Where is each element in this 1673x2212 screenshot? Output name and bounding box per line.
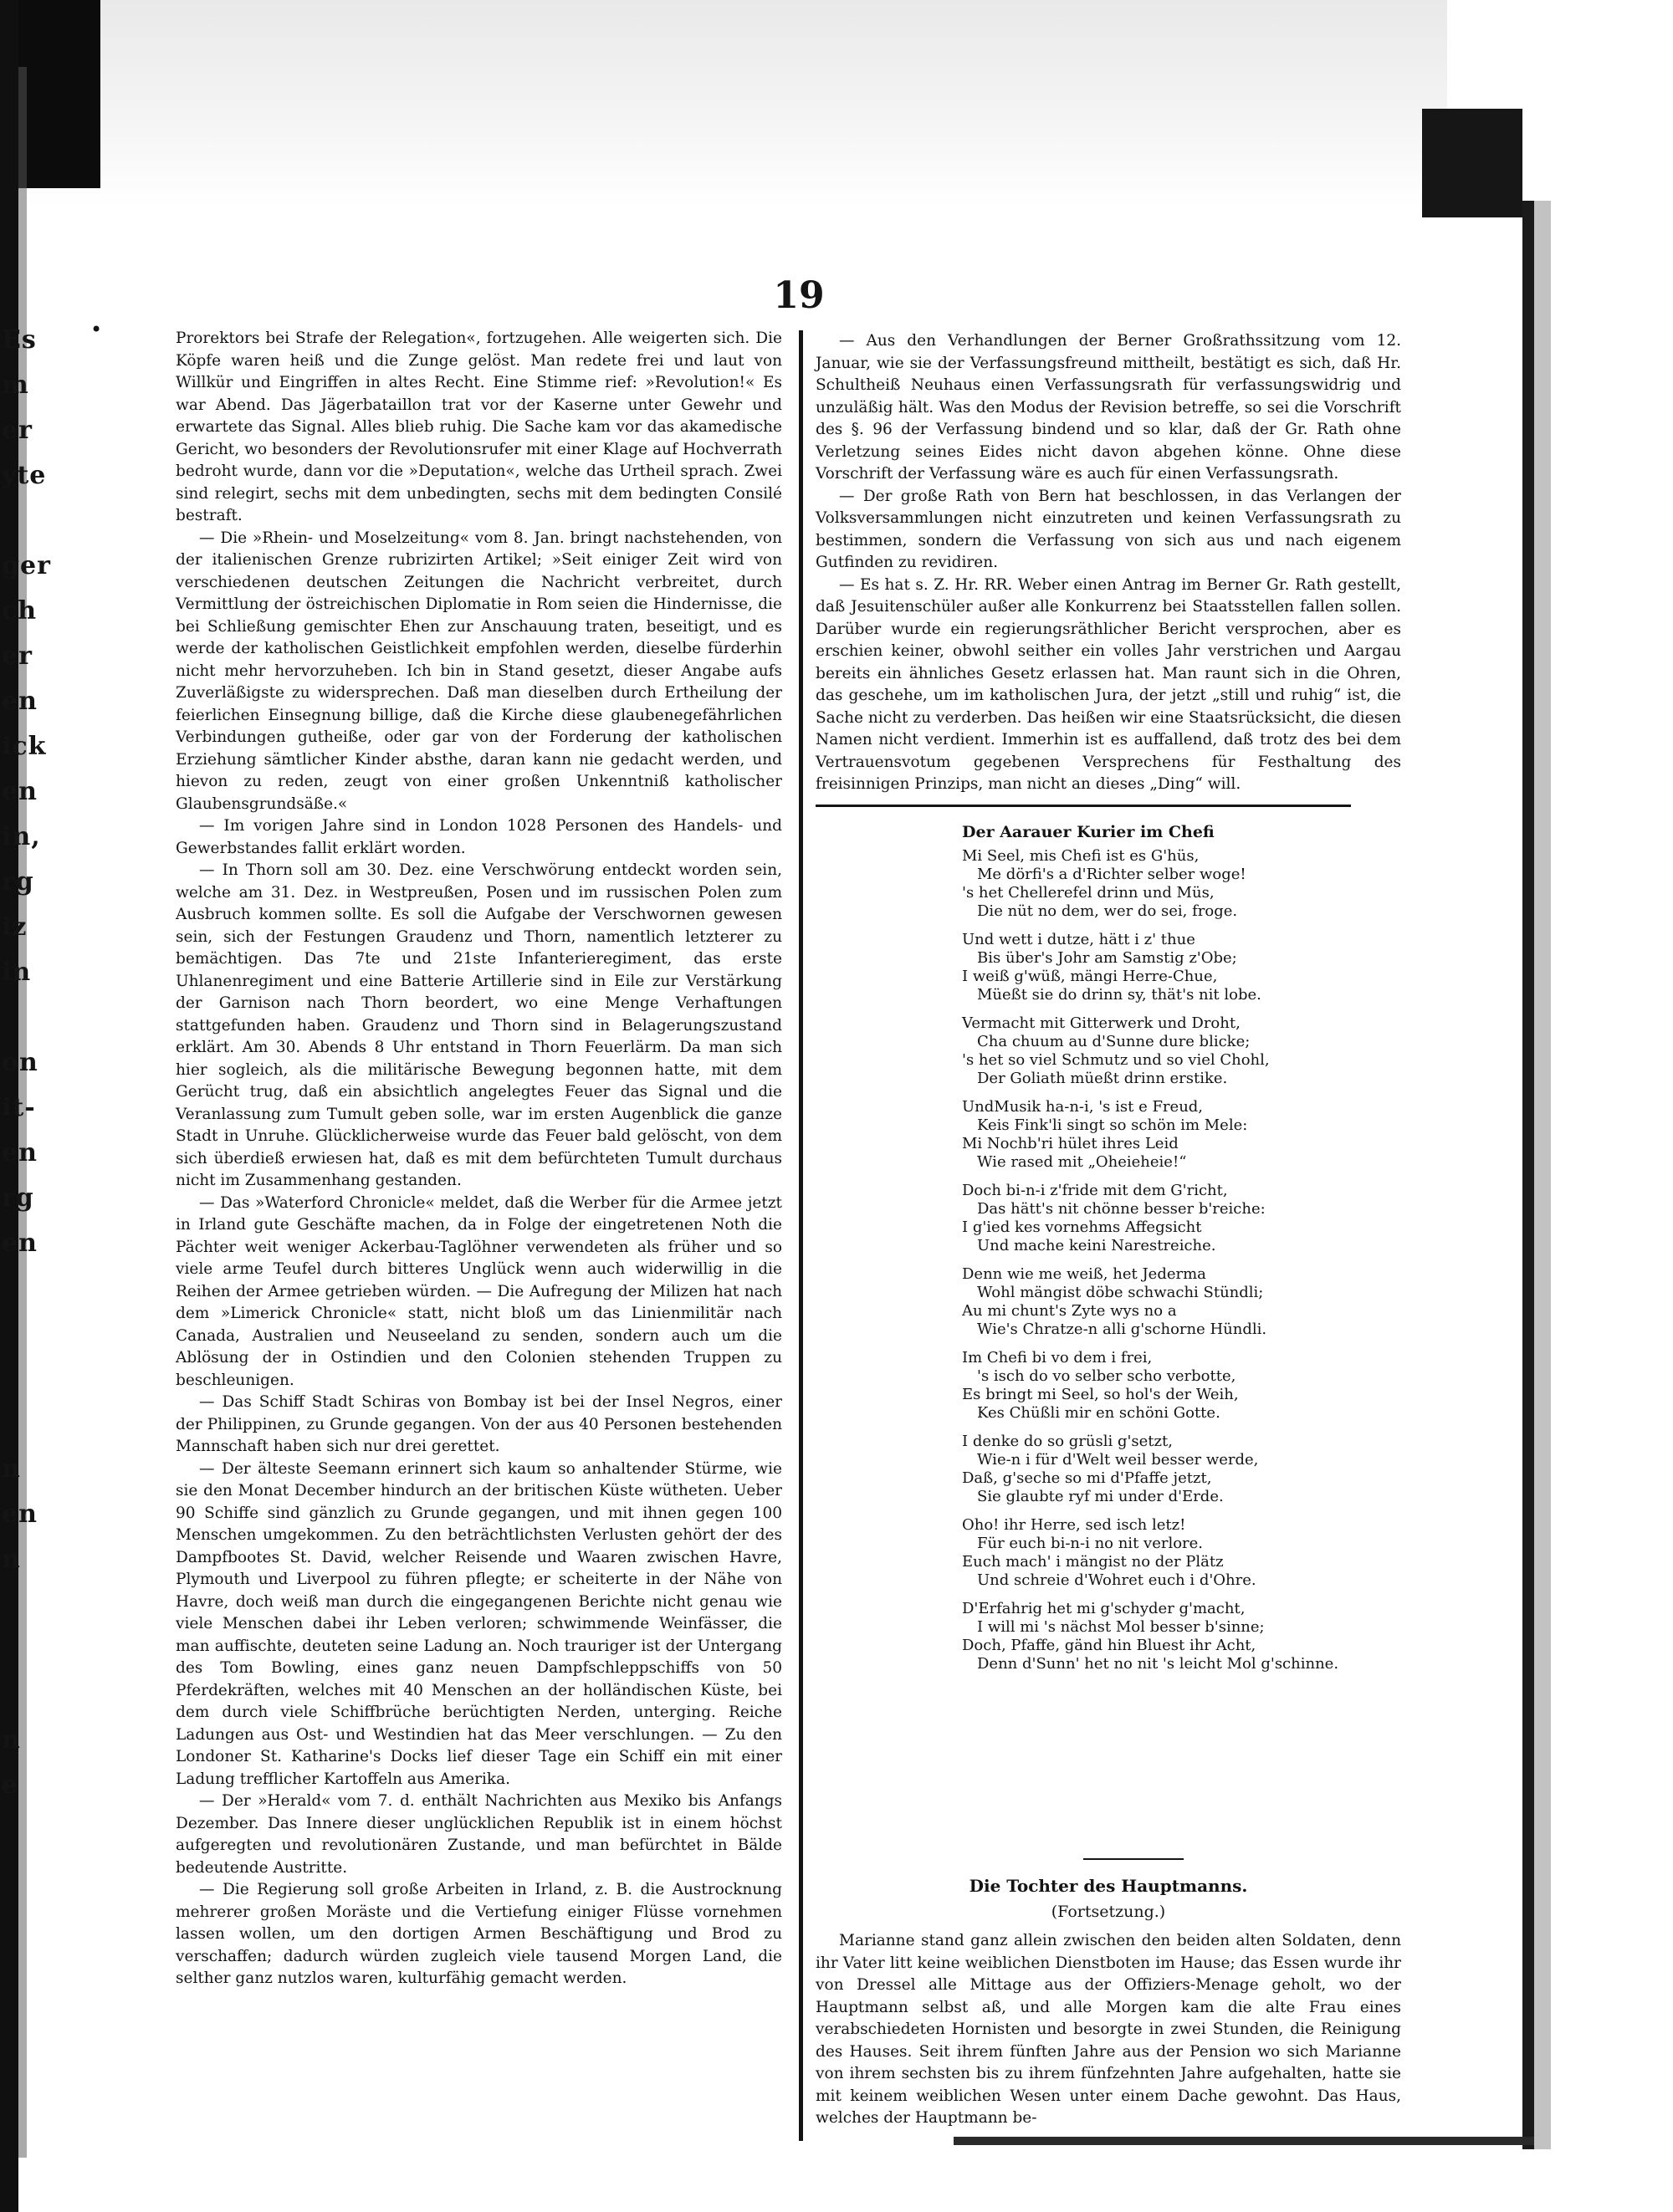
- column-divider: [799, 330, 803, 2141]
- previous-page-fragment: iz: [2, 912, 28, 942]
- article-paragraph: — Das Schiff Stadt Schiras von Bombay ist bei der Insel Negros, einer der Philippinen, zu Grunde gegangen. Von der aus 40 Personen bestehenden Mannschaft haben sich nur drei gerettet.: [176, 1393, 782, 1455]
- previous-page-fragment: m: [2, 370, 29, 400]
- previous-page-fragment: [0, 1311, 40, 1356]
- article-paragraph: — Der älteste Seemann erinnert sich kaum so anhaltender Stürme, wie sie den Monat December hindurch an der britischen Küste wütheten. Ueber 90 Schiffe sind gänzlich zu Grunde gegangen, und mit ihnen gegen 100 Menschen umgekommen. Zu den beträchtlichsten Verlusten gehört der des Dampfbootes St. David, welcher Reisende und Waaren zwischen Havre, Plymouth und Liverpool zu führen pflegte; er scheiterte in der Nähe von Havre, doch weiß man durch die eingegangenen Berichte nicht genau wie viele Menschen dabei ihr Leben verloren; schwimmende Weinfässer, die man auffischte, deuteten seine Ladung an. Noch trauriger ist der Untergang des Tom Bowling, eines ganz neuen Dampfschleppschiffs von 50 Pferdekräften, welches mit 40 Menschen an der holländischen Küste, bei dem durch viele Schiffbrüche berüchtigten Nerden, unterging. Reiche Ladungen aus Ost- und Westindien hat das Meer verschlungen. — Zu den Londoner St. Katharine's Docks lief dieser Tage ein Schiff ein mit einer Ladung trefflicher Kartoffeln aus Amerika.: [176, 1459, 782, 1788]
- right-column: [816, 330, 1401, 1683]
- poem-line: 's het Chellerefel drinn und Müs,: [962, 883, 1215, 902]
- poem-line: Doch bi-n-i z'fride mit dem G'richt,: [962, 1181, 1228, 1199]
- previous-page-fragment: ch: [2, 596, 38, 626]
- story-paragraph: Marianne stand ganz allein zwischen den beiden alten Soldaten, denn ihr Vater litt keine weiblichen Dienstboten im Hause; das Essen wurde ihr von Dressel alle Mittage aus der Offiziers-Menage geholt, wo der Hauptmann selbst aß, und alle Morgen kam die alte Frau eines verabschiedeten Hornisten und besorgte in zwei Stunden, die Reinigung des Hauses. Seit ihrem fünften Jahre aus der Pension wo sich Marianne von ihrem sechsten bis zu ihrem fünfzehnten Jahre aufgehalten, hatte sie mit keinem weiblichen Wesen unter einem Dache gewohnt. Das Haus, welches der Hauptmann be-: [816, 1932, 1401, 2127]
- poem-line: 's isch do vo selber scho verbotte,: [977, 1367, 1236, 1385]
- previous-page-fragment: [0, 1627, 40, 1673]
- poem-stanza: [962, 847, 1363, 921]
- previous-page-fragment: en: [2, 1138, 38, 1167]
- previous-page-fragment: [0, 1808, 40, 1853]
- poem-stanza: [962, 931, 1363, 1004]
- poem-line: I will mi 's nächst Mol besser b'sinne;: [977, 1617, 1265, 1636]
- poem-stanza: [962, 1516, 1363, 1590]
- poem: [962, 820, 1363, 1673]
- poem-line: Mi Nochb'ri hület ihres Leid: [962, 1134, 1179, 1152]
- poem-line: Wie rased mit „Oheieheie!“: [977, 1152, 1187, 1171]
- previous-page-fragment: ger: [2, 551, 51, 580]
- previous-page-fragment: [0, 1582, 40, 1627]
- poem-stanza: [962, 1349, 1363, 1423]
- previous-page-fragment: [0, 1402, 40, 1447]
- article-paragraph: — Die »Rhein- und Moselzeitung« vom 8. Jan. bringt nachstehenden, von der italienischen Grenze rubrizirten Artikel; »Seit einiger Zeit wird von verschiedenen deutschen Zeitungen die Nachricht verbreitet, durch Vermittlung der östreichischen Diplomatie in Rom seien die Hindernisse, die bei Schließung gemischter Ehen zur Anschauung traten, beseitigt, und es werde der katholischen Geistlichkeit empfohlen werden, dieselbe fürderhin nicht mehr hervorzuheben. Ich bin in Stand gesetzt, dieser Angabe aufs Zuverläßigste zu widersprechen. Daß man dieselben durch Ertheilung der feierlichen Einsegnung billige, daß die Kirche diese glaubenegefährlichen Verbindungen gutheiße, oder gar von der Forderung der katholischen Erziehung sämtlicher Kinder absthe, daran kann nie gedacht werden, und hievon zu reden, zeugt von einer großen Unkenntniß katholischer Glaubensgrundsäße.«: [176, 529, 782, 813]
- poem-line: I g'ied kes vornehms Affegsicht: [962, 1218, 1202, 1236]
- article-paragraph: — Die Regierung soll große Arbeiten in Irland, z. B. die Austrocknung mehrerer großen Moräste und die Vertiefung einiger Flüsse vornehmen lassen wollen, um den dortigen Armen Beschäftigung und Brod zu verschaffen; dadurch würden zugleich viele tausend Morgen Land, die selther ganz nutzlos waren, kulturfähig gemacht werden.: [176, 1881, 782, 1987]
- scan-background-top: [25, 0, 1447, 209]
- poem-line: Me dörfi's a d'Richter selber woge!: [977, 865, 1246, 883]
- poem-line: Und wett i dutze, hätt i z' thue: [962, 930, 1195, 948]
- poem-line: Vermacht mit Gitterwerk und Droht,: [962, 1014, 1241, 1032]
- poem-line: Für euch bi-n-i no nit verlore.: [977, 1534, 1204, 1552]
- poem-line: Im Chefi bi vo dem i frei,: [962, 1348, 1153, 1367]
- poem-line: Doch, Pfaffe, gänd hin Bluest ihr Acht,: [962, 1636, 1256, 1654]
- poem-line: Daß, g'seche so mi d'Pfaffe jetzt,: [962, 1469, 1212, 1487]
- article-paragraph: — Aus den Verhandlungen der Berner Großrathssitzung vom 12. Januar, wie sie der Verfassungsfreund mittheilt, bestätigt es sich, daß Hr. Schultheiß Neuhaus einen Verfassungsrath für verfassungswidrig und unzuläßig hält. Was den Modus der Revision betreffe, so sei die Vorschrift des §. 96 der Verfassung bindend und so klar, daß der Gr. Rath ohne Verletzung seines Eides nicht davon abgehen könne. Ohne diese Vorschrift der Verfassung wäre es auch für einen Verfassungsrath.: [816, 332, 1401, 483]
- previous-page-fragment: in: [2, 958, 32, 987]
- poem-line: Und schreie d'Wohret euch i d'Ohre.: [977, 1571, 1256, 1589]
- poem-stanza: [962, 1014, 1363, 1088]
- poem-stanza: [962, 1182, 1363, 1255]
- poem-line: Kes Chüßli mir en schöni Gotte.: [977, 1403, 1220, 1422]
- poem-line: Euch mach' i mängist no der Plätz: [962, 1552, 1224, 1571]
- previous-page-strip: [0, 318, 51, 1800]
- poem-line: Das hätt's nit chönne besser b'reiche:: [977, 1199, 1266, 1218]
- page-edge-right: [1522, 201, 1534, 2149]
- poem-line: Und mache keini Narestreiche.: [977, 1236, 1216, 1254]
- previous-page-fragment: n: [2, 1545, 21, 1574]
- previous-page-fragment: rg: [2, 1183, 34, 1213]
- poem-line: Sie glaubte ryf mi under d'Erde.: [977, 1487, 1224, 1505]
- section-rule: [816, 805, 1351, 807]
- article-paragraph: — Es hat s. Z. Hr. RR. Weber einen Antrag im Berner Gr. Rath gestellt, daß Jesuitenschüler außer alle Konkurrenz bei Staatsstellen fallen sollen. Darüber wurde ein regierungsräthlicher Bericht versprochen, aber es erschien keiner, obwohl seither ein volles Jahr verstrichen und Aargau bereits ein ähnliches Gesetz erlassen hat. Man raunt sich in die Ohren, das geschehe, um im katholischen Jura, der jetzt „still und ruhig“ ist, die Sache nicht zu verderben. Das heißen wir eine Staatsrücksicht, die diesen Namen nicht verdient. Immerhin ist es auffallend, daß trotz des bei dem Vertrauensvotum gegebenen Versprechens für Festhaltung des freisinnigen Prinzips, man nicht an dieses „Ding“ will.: [816, 575, 1401, 793]
- poem-stanza: [962, 1600, 1363, 1673]
- previous-page-fragment: er: [2, 416, 33, 445]
- previous-page-fragment: in,: [2, 822, 41, 851]
- previous-page-fragment: [0, 1266, 40, 1311]
- article-paragraph: — Das »Waterford Chronicle« meldet, daß die Werber für die Armee jetzt in Irland gute Geschäfte machen, da in Folge der eingetretenen Noth die Pächter weit weniger Ackerbau-Taglöhner verwendeten als früher und so viele arme Teufel durch bitteres Unglück wenn auch widerwillig in die Reihen der Armee getrieben würden. — Die Aufregung der Milizen hat nach dem »Limerick Chronicle« statt, nicht bloß um das Linienmilitär nach Canada, Australien und Neuseeland zu senden, sondern auch um die Ablösung der in Ostindien und den Colonien stehenden Truppen zu beschleunigen.: [176, 1193, 782, 1389]
- previous-page-fragment: it-: [2, 1093, 36, 1122]
- page-edge-bottom: [954, 2137, 1534, 2145]
- previous-page-fragment: on: [2, 1048, 38, 1077]
- article-paragraph: — In Thorn soll am 30. Dez. eine Verschwörung entdeckt worden sein, welche am 31. Dez. in Westpreußen, Posen und im russischen Polen zum Ausbruch kommen sollte. Es soll die Aufgabe der Verschwornen gewesen sein, sich der Festungen Graudenz und Thorn, namentlich letzterer zu bemächtigen. Das 7te und 21ste Infanterieregiment, das erste Uhlanenregiment und eine Batterie Artillerie sind in Eile zur Verstärkung der Garnison nach Thorn beordert, wo eine Menge Verhaftungen stattgefunden haben. Graudenz und Thorn sind in Belagerungszustand erklärt. Am 30. Abends 8 Uhr entstand in Thorn Feuerlärm. Da man sich hier sogleich, als die militärische Bewegung begonnen hatte, mit dem Gerücht trug, daß ein absichtlich angelegtes Feuer das Signal und die Veranlassung zum Tumult geben solle, war im ersten Augenblick die ganze Stadt in Unruhe. Glücklicherweise wurde das Feuer bald gelöscht, von dem sich überdieß erwiesen hat, daß es mit dem befürchteten Tumult durchaus nicht im Zusammenhang gestanden.: [176, 861, 782, 1189]
- previous-page-fragment: [0, 995, 40, 1040]
- previous-page-fragment: e: [2, 1770, 19, 1800]
- poem-line: Denn d'Sunn' het no nit 's leicht Mol g'schinne.: [977, 1654, 1339, 1673]
- poem-line: D'Erfahrig het mi g'schyder g'macht,: [962, 1599, 1246, 1617]
- story-title: Die Tochter des Hauptmanns.: [969, 1876, 1248, 1896]
- poem-line: Bis über's Johr am Samstig z'Obe;: [977, 948, 1237, 967]
- poem-line: Der Goliath müeßt drinn erstike.: [977, 1069, 1228, 1087]
- article-paragraph: — Der »Herald« vom 7. d. enthält Nachrichten aus Mexiko bis Anfangs Dezember. Das Innere dieser unglücklichen Republik ist in einem höchst aufgeregten und revolutionären Zustande, und man befürchtet in Bälde bedeutende Austritte.: [176, 1792, 782, 1877]
- previous-page-fragment: en: [2, 1499, 38, 1529]
- article-paragraph: Prorektors bei Strafe der Relegation«, fortzugehen. Alle weigerten sich. Die Köpfe waren heiß und die Zunge gelöst. Man redete frei und laut von Willkür und Eingriffen in altes Recht. Eine Stimme rief: »Revolution!« Es war Abend. Das Jägerbataillon trat vor der Kaserne unter Gewehr und erwartete das Signal. Alles blieb ruhig. Die Sache kam vor das akamedische Gericht, wo besonders der Revolutionsrufer mit einer Klage auf Hochverrath bedroht wurde, dann vor die »Deputation«, welche das Urtheil sprach. Zwei sind relegirt, sechs mit dem unbedingten, sechs mit dem bedingten Consilé bestraft.: [176, 330, 782, 524]
- page-number: 19: [773, 274, 825, 317]
- poem-line: Die nüt no dem, wer do sei, froge.: [977, 902, 1238, 920]
- poem-line: Wie's Chratze-n alli g'schorne Hündli.: [977, 1320, 1267, 1338]
- poem-line: Wie-n i für d'Welt weil besser werde,: [977, 1450, 1259, 1469]
- poem-line: Keis Fink'li singt so schön im Mele:: [977, 1116, 1248, 1134]
- scan-shadow-top-right: [1422, 109, 1522, 217]
- poem-stanza: [962, 1265, 1363, 1339]
- poem-line: I weiß g'wüß, mängi Herre-Chue,: [962, 967, 1218, 985]
- previous-page-fragment: n: [2, 1454, 21, 1484]
- poem-line: 's het so viel Schmutz und so viel Chohl,: [962, 1050, 1270, 1069]
- poem-line: Mi Seel, mis Chefi ist es G'hüs,: [962, 846, 1200, 865]
- previous-page-fragment: en: [2, 687, 38, 716]
- previous-page-fragment: rg: [2, 867, 34, 897]
- previous-page-fragment: yte: [2, 461, 47, 490]
- story-section: [816, 1840, 1401, 2130]
- previous-page-fragment: n: [2, 1725, 21, 1755]
- poem-line: Wohl mängist döbe schwachi Stündli;: [977, 1283, 1264, 1301]
- story-subtitle: (Fortsetzung.): [1051, 1903, 1166, 1921]
- article-paragraph: — Der große Rath von Bern hat beschlossen, in das Verlangen der Volksversammlungen nicht einzutreten und keinen Verfassungsrath zu bestimmen, sondern die Verfassung von sich aus und nach eigenem Gutfinden zu revidiren.: [816, 487, 1401, 571]
- previous-page-fragment: [0, 498, 40, 544]
- story-rule: [1083, 1858, 1184, 1860]
- poem-line: Au mi chunt's Zyte wys no a: [962, 1301, 1177, 1320]
- previous-page-fragment: en: [2, 777, 38, 806]
- poem-line: Müeßt sie do drinn sy, thät's nit lobe.: [977, 985, 1261, 1004]
- poem-stanzas: [962, 847, 1363, 1673]
- margin-mark: •: [90, 318, 103, 341]
- poem-line: Oho! ihr Herre, sed isch letz!: [962, 1515, 1186, 1534]
- poem-line: Es bringt mi Seel, so hol's der Weih,: [962, 1385, 1239, 1403]
- left-column: [176, 328, 782, 1990]
- poem-stanza: [962, 1433, 1363, 1506]
- previous-page-fragment: Es: [2, 325, 37, 355]
- poem-line: UndMusik ha-n-i, 's ist e Freud,: [962, 1097, 1204, 1116]
- poem-line: I denke do so grüsli g'setzt,: [962, 1432, 1173, 1450]
- article-paragraph: — Im vorigen Jahre sind in London 1028 Personen des Handels- und Gewerbstandes fallit erklärt worden.: [176, 817, 782, 857]
- poem-line: Cha chuum au d'Sunne dure blicke;: [977, 1032, 1251, 1050]
- previous-page-fragment: ick: [2, 732, 47, 761]
- previous-page-fragment: [0, 1356, 40, 1402]
- previous-page-fragment: en: [2, 1229, 38, 1258]
- previous-page-fragment: [0, 1673, 40, 1718]
- previous-page-fragment: er: [2, 641, 33, 671]
- poem-stanza: [962, 1098, 1363, 1172]
- page-edge-right-soft: [1534, 201, 1551, 2149]
- poem-title: Der Aarauer Kurier im Chefi: [962, 822, 1215, 841]
- poem-line: Denn wie me weiß, het Jederma: [962, 1264, 1206, 1283]
